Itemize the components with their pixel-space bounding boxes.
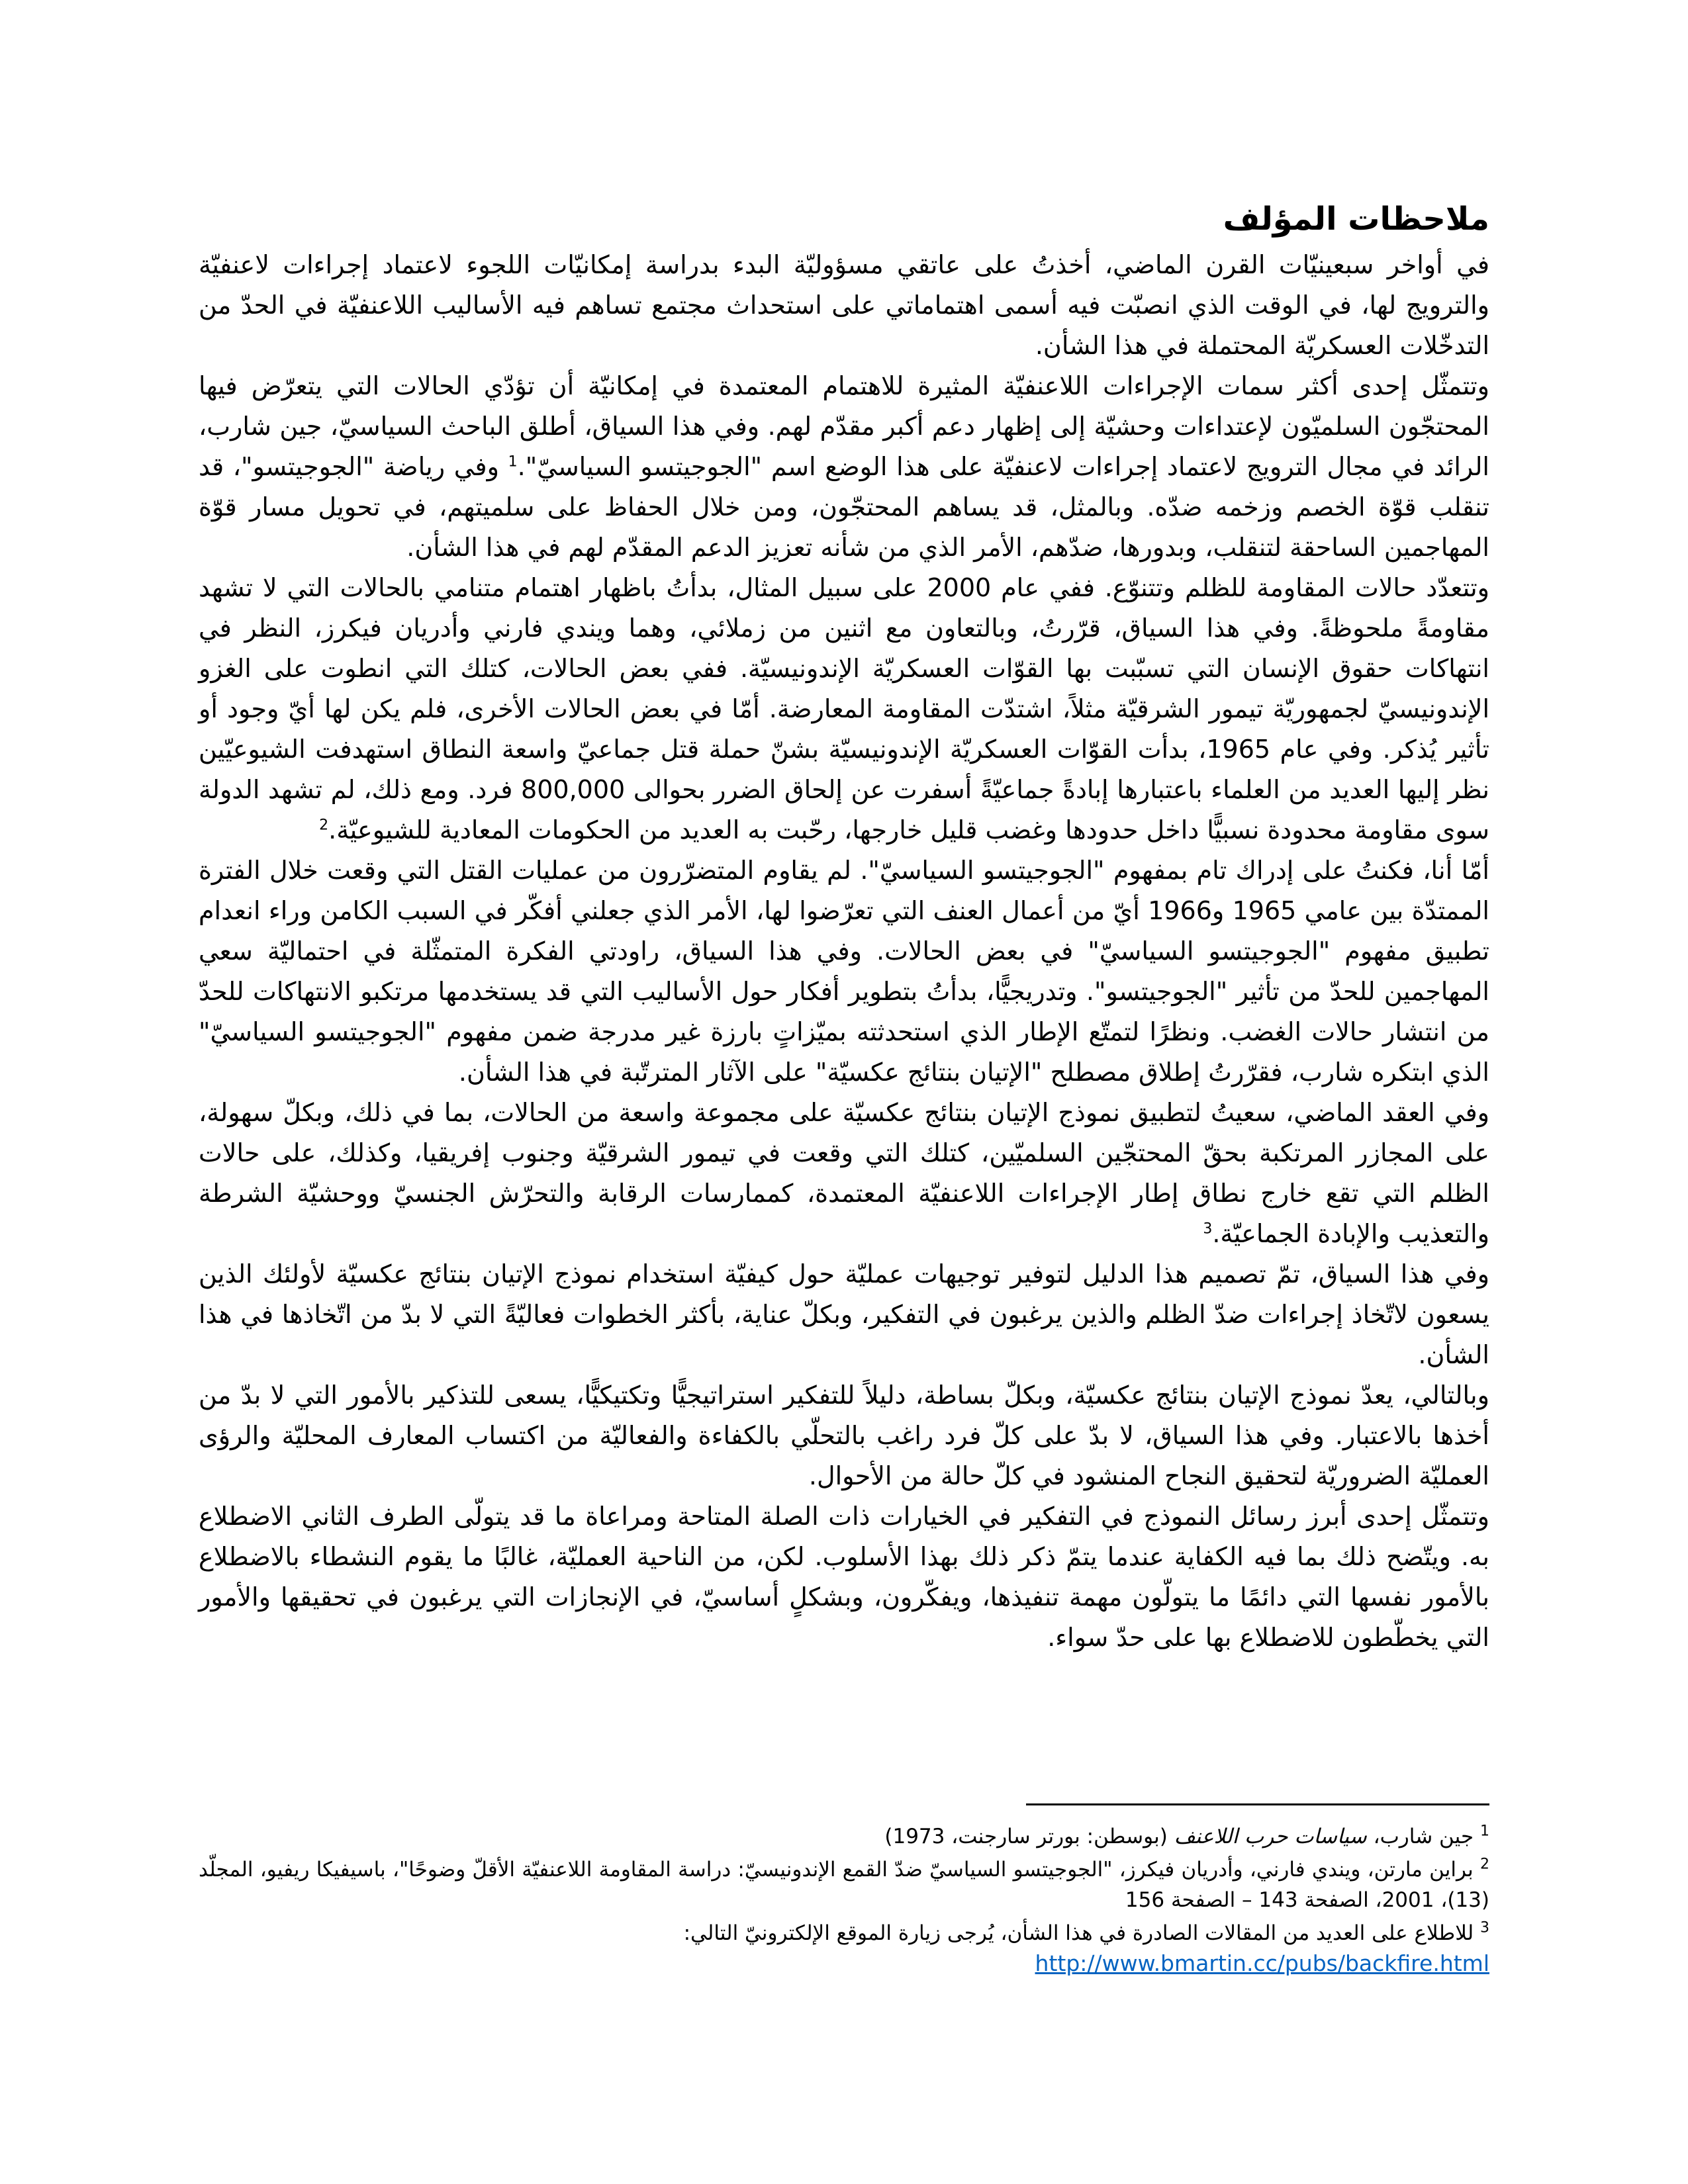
main-text	[199, 193, 1489, 1658]
footnote-1	[199, 1821, 1489, 1852]
paragraph-2-text: وتتمثّل إحدى أكثر سمات الإجراءات اللاعنفيّة المثيرة للاهتمام المعتمدة في إمكانيّة أن تؤدّي الحالات التي يتعرّض فيها المحتجّون السلميّون لإعتداءات وحشيّة إلى إظهار دعم أكبر مقدّم لهم. وفي هذا السياق، أطلق الباحث السياسيّ، جين شارب، الرائد في مجال الترويج لاعتماد إجراءات لاعنفيّة على هذا الوضع اسم "الجوجيتسو السياسيّ".	[199, 371, 1489, 481]
footnote-ref-2[interactable]: 2	[319, 817, 329, 834]
paragraph-3-text: وتتعدّد حالات المقاومة للظلم وتتنوّع. ففي عام 2000 على سبيل المثال، بدأتُ باظهار اهتمام متنامي بالحالات التي لا تشهد مقاومةً ملحوظةً. وفي هذا السياق، قرّرتُ، وبالتعاون مع اثنين من زملائي، وهما ويندي فارني وأدريان فيكرز، النظر في انتهاكات حقوق الإنسان التي تسبّبت بها القوّات العسكريّة الإندونيسيّة. ففي بعض الحالات، كتلك التي انطوت على الغزو الإندونيسيّ لجمهوريّة تيمور الشرقيّة مثلاً، اشتدّت المقاومة المعارضة. أمّا في بعض الحالات الأخرى، فلم يكن لها أيّ وجود أو تأثير يُذكر. وفي عام 1965، بدأت القوّات العسكريّة الإندونيسيّة بشنّ حملة قتل جماعيّ واسعة النطاق استهدفت الشيوعيّين نظر إليها العديد من العلماء باعتبارها إبادةً جماعيّةً أسفرت عن إلحاق الضرر بحوالى 800,000 فرد. ومع ذلك، لم تشهد الدولة سوى مقاومة محدودة نسبيًّا داخل حدودها وغضب قليل خارجها، رحّبت به العديد من الحكومات المعادية للشيوعيّة.	[199, 573, 1489, 844]
footnote-2-text: براين مارتن، ويندي فارني، وأدريان فيكرز، "الجوجيتسو السياسيّ ضدّ القمع الإندونيسيّ: دراسة المقاومة اللاعنفيّة الأقلّ وضوحًا"، باسيفيكا ريفيو، المجلّد (13)، 2001، الصفحة 143 – الصفحة 156	[199, 1858, 1489, 1912]
footnote-1-book-title: سياسات حرب اللاعنف	[1174, 1825, 1367, 1848]
paragraph-1: في أواخر سبعينيّات القرن الماضي، أخذتُ على عاتقي مسؤوليّة البدء بدراسة إمكانيّات اللجوء لاعتماد إجراءات لاعنفيّة والترويج لها، في الوقت الذي انصبّت فيه أسمى اهتماماتي على استحداث مجتمع تساهم فيه الأساليب اللاعنفيّة في الحدّ من التدخّلات العسكريّة المحتملة في هذا الشأن.	[199, 250, 1489, 360]
paragraph-6: وفي هذا السياق، تمّ تصميم هذا الدليل لتوفير توجيهات عمليّة حول كيفيّة استخدام نموذج الإتيان بنتائج عكسيّة لأولئك الذين يسعون لاتّخاذ إجراءات ضدّ الظلم والذين يرغبون في التفكير، وبكلّ عناية، بأكثر الخطوات فعاليّةً التي لا بدّ من اتّخاذها في هذا الشأن.	[199, 1259, 1489, 1369]
backfire-link[interactable]: http://www.bmartin.cc/pubs/backfire.html	[1035, 1950, 1489, 1976]
footnote-1-pre: جين شارب،	[1366, 1825, 1474, 1848]
paragraph-2	[199, 366, 1489, 568]
paragraph-8: وتتمثّل إحدى أبرز رسائل النموذج في التفكير في الخيارات ذات الصلة المتاحة ومراعاة ما قد يتولّى الطرف الثاني الاضطلاع به. ويتّضح ذلك بما فيه الكفاية عندما يتمّ ذكر ذلك بهذا الأسلوب. لكن، من الناحية العمليّة، غالبًا ما يقوم النشطاء بالاضطلاع بالأمور نفسها التي دائمًا ما يتولّون مهمة تنفيذها، ويفكّرون، وبشكلٍ أساسيّ، في الإنجازات التي يرغبون في تحقيقها والأمور التي يخطّطون للاضطلاع بها على حدّ سواء.	[199, 1502, 1489, 1652]
footnote-3-text: للاطلاع على العديد من المقالات الصادرة في هذا الشأن، يُرجى زيارة الموقع الإلكترونيّ التالي:	[683, 1921, 1474, 1945]
page-title: ملاحظات المؤلف	[1223, 201, 1489, 238]
paragraph-5	[199, 1093, 1489, 1254]
paragraph-2-continuation: وفي رياضة "الجوجيتسو"، قد تنقلب قوّة الخصم وزخمه ضدّه. وبالمثل، قد يساهم المحتجّون، ومن خلال الحفاظ على سلميتهم، في تحويل مسار قوّة المهاجمين الساحقة لتنقلب، وبدورها، ضدّهم، الأمر الذي من شأنه تعزيز الدعم المقدّم لهم في هذا الشأن.	[199, 452, 1489, 562]
footnote-1-number: 1	[1480, 1823, 1489, 1840]
footnote-3-number: 3	[1480, 1919, 1489, 1936]
footnote-ref-3[interactable]: 3	[1203, 1220, 1213, 1238]
footnote-separator	[1026, 1803, 1489, 1805]
paragraph-5-text: وفي العقد الماضي، سعيتُ لتطبيق نموذج الإتيان بنتائج عكسيّة على مجموعة واسعة من الحالات، بما في ذلك، وبكلّ سهولة، على المجازر المرتكبة بحقّ المحتجّين السلميّين، كتلك التي وقعت في تيمور الشرقيّة وجنوب إفريقيا، وكذلك، على حالات الظلم التي تقع خارج نطاق إطار الإجراءات اللاعنفيّة المعتمدة، كممارسات الرقابة والتحرّش الجنسيّ ووحشيّة الشرطة والتعذيب والإبادة الجماعيّة.	[199, 1098, 1489, 1248]
footnote-2	[199, 1854, 1489, 1915]
paragraph-4: أمّا أنا، فكنتُ على إدراك تام بمفهوم "الجوجيتسو السياسيّ". لم يقاوم المتضرّرون من عمليات القتل التي وقعت خلال الفترة الممتدّة بين عامي 1965 و1966 أيّ من أعمال العنف التي تعرّضوا لها، الأمر الذي جعلني أفكّر في السبب الكامن وراء انعدام تطبيق مفهوم "الجوجيتسو السياسيّ" في بعض الحالات. وفي هذا السياق، راودتي الفكرة المتمثّلة في احتماليّة سعي المهاجمين للحدّ من تأثير "الجوجيتسو". وتدريجيًّا، بدأتُ بتطوير أفكار حول الأساليب التي قد يستخدمها مرتكبو الانتهاكات للحدّ من انتشار حالات الغضب. ونظرًا لتمتّع الإطار الذي استحدثته بميّزاتٍ بارزة غير مدرجة ضمن مفهوم "الجوجيتسو السياسيّ" الذي ابتكره شارب، فقرّرتُ إطلاق مصطلح "الإتيان بنتائج عكسيّة" على الآثار المترتّبة في هذا الشأن.	[199, 856, 1489, 1087]
paragraph-7: وبالتالي، يعدّ نموذج الإتيان بنتائج عكسيّة، وبكلّ بساطة، دليلاً للتفكير استراتيجيًّا وتكتيكيًّا، يسعى للتذكير بالأمور التي لا بدّ من أخذها بالاعتبار. وفي هذا السياق، لا بدّ على كلّ فرد راغب بالتحلّي بالكفاءة والفعاليّة من اكتساب المعارف المحليّة والرؤى العمليّة الضروريّة لتحقيق النجاح المنشود في كلّ حالة من الأحوال.	[199, 1381, 1489, 1490]
footnote-3	[199, 1918, 1489, 1979]
footnotes	[199, 1821, 1489, 1981]
paragraph-3	[199, 568, 1489, 850]
footnote-2-number: 2	[1480, 1856, 1490, 1873]
footnote-1-post: (بوسطن: بورتر سارجنت، 1973)	[884, 1825, 1174, 1848]
footnote-ref-1[interactable]: 1	[508, 453, 518, 471]
